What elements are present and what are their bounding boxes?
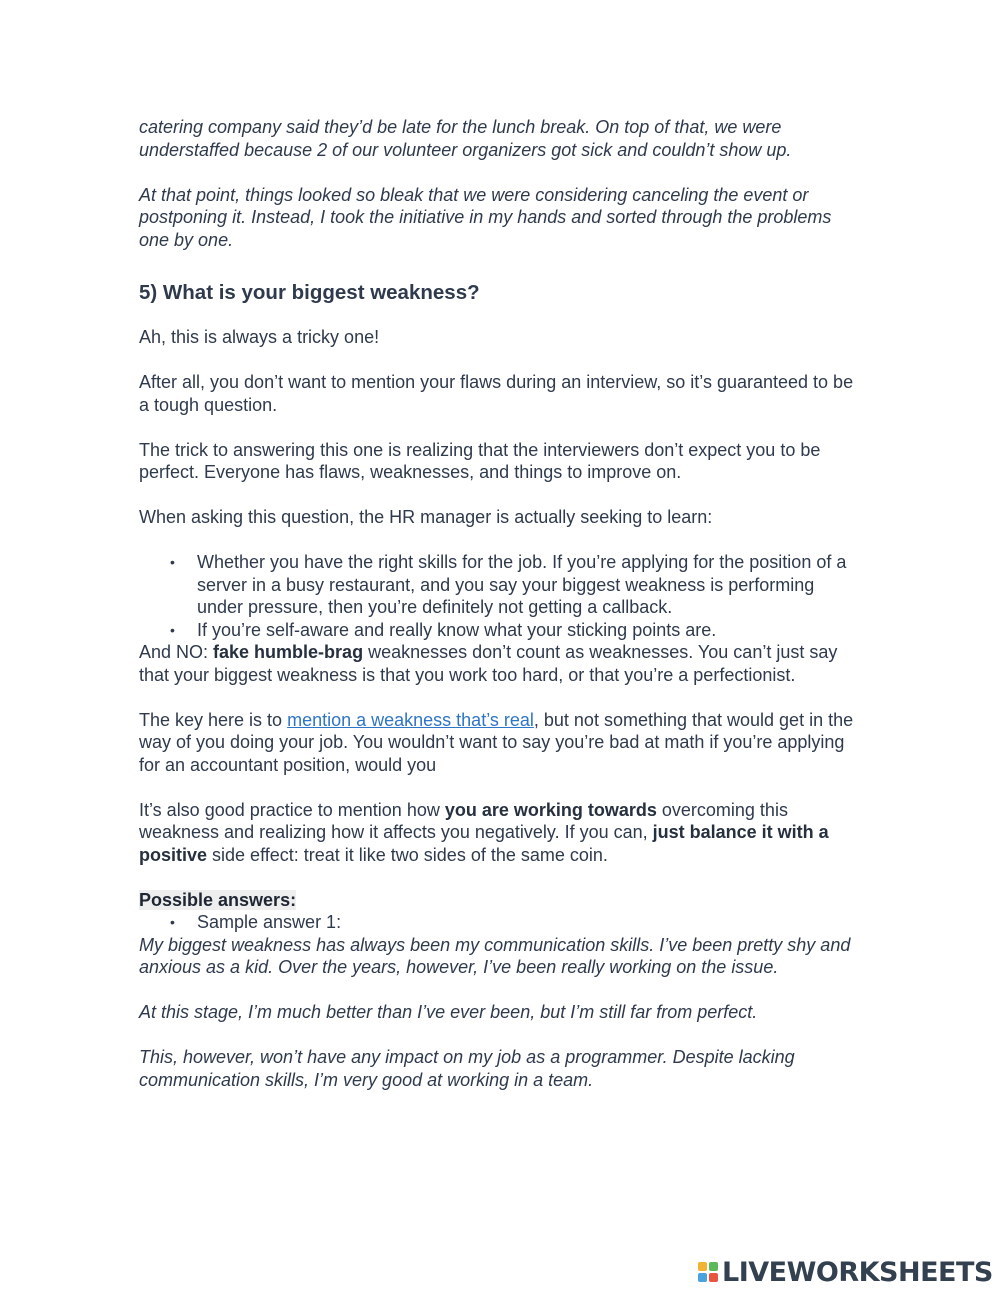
sample-list [139,911,864,934]
paragraph-trick: The trick to answering this one is realizing that the interviewers don’t expect you to be perfect. Everyone has flaws, weaknesses, and things to improve on. [139,439,821,482]
liveworksheets-logo [698,1253,993,1291]
highlighted-label: Possible answers: [139,889,297,910]
list-item-text: If you’re self-aware and really know what your sticking points are. [197,619,717,640]
logo-square [709,1273,718,1282]
logo-text: LIVEWORKSHEETS [722,1256,993,1288]
logo-square [698,1262,707,1271]
list-item [170,551,864,619]
text-run: overcoming this weakness and realizing how it affects you negatively. If you can, [139,799,788,842]
text-run: It’s also good practice to mention how [139,799,445,820]
list-item [170,911,864,934]
text-run: The key here is to [139,709,288,730]
possible-answers-label [139,889,864,912]
sample-paragraph-1: My biggest weakness has always been my communication skills. I’ve been pretty shy and anxious as a kid. Over the years, however, I’ve been really working on the issue. [139,934,851,977]
list-item-text: Whether you have the right skills for the job. If you’re applying for the position of a server in a busy restaurant, and you say your biggest weakness is performing under pressure, then you’re definitely not getting a callback. [197,552,847,617]
section-heading: 5) What is your biggest weakness? [139,281,480,304]
paragraph-key [139,709,864,777]
text-run: , but not something that would get in the way of you doing your job. You wouldn’t want to say you’re bad at math if you’re applying for an accountant position, would you [139,709,854,775]
bold-working-towards: you are working towards [444,799,657,820]
bullet-icon: • [170,554,175,570]
logo-square [709,1262,718,1271]
text-run: weaknesses don’t count as weaknesses. You can’t just say that your biggest weakness is that you work too hard, or that you’re a perfectionist. [139,642,838,685]
bullet-icon: • [170,621,175,638]
sample-paragraph-2: At this stage, I’m much better than I’ve ever been, but I’m still far from perfect. [139,1002,758,1022]
paragraph-tricky: Ah, this is always a tricky one! [139,327,380,347]
sample-label: Sample answer 1: [197,912,342,932]
logo-mark-icon [698,1262,718,1282]
paragraph-flaws: After all, you don’t want to mention your flaws during an interview, so it’s guaranteed to be a tough question. [139,372,854,415]
intro-paragraph-2: At that point, things looked so bleak that we were considering canceling the event or postponing it. Instead, I took the initiative in my hands and sorted through the problems one by one. [139,184,832,250]
list-item [170,619,864,642]
paragraph-hr-manager: When asking this question, the HR manager is actually seeking to learn: [139,507,713,527]
sample-paragraph-3: This, however, won’t have any impact on my job as a programmer. Despite lacking communication skills, I’m very good at working in a team. [139,1047,795,1090]
bold-humble-brag: fake humble-brag [213,642,364,662]
learn-list [139,551,864,641]
document-page [139,116,864,1091]
logo-square [698,1273,707,1282]
paragraph-good-practice [139,799,864,867]
paragraph-humble-brag [139,641,864,686]
weakness-link[interactable]: mention a weakness that’s real [287,709,534,730]
intro-paragraph-1: catering company said they’d be late for the lunch break. On top of that, we were understaffed because 2 of our volunteer organizers got sick and couldn’t show up. [139,117,792,160]
bullet-icon: • [170,914,175,930]
bold-balance: just balance it with a positive [139,822,829,865]
text-run: And NO: [139,642,214,662]
text-run: side effect: treat it like two sides of the same coin. [207,844,608,865]
